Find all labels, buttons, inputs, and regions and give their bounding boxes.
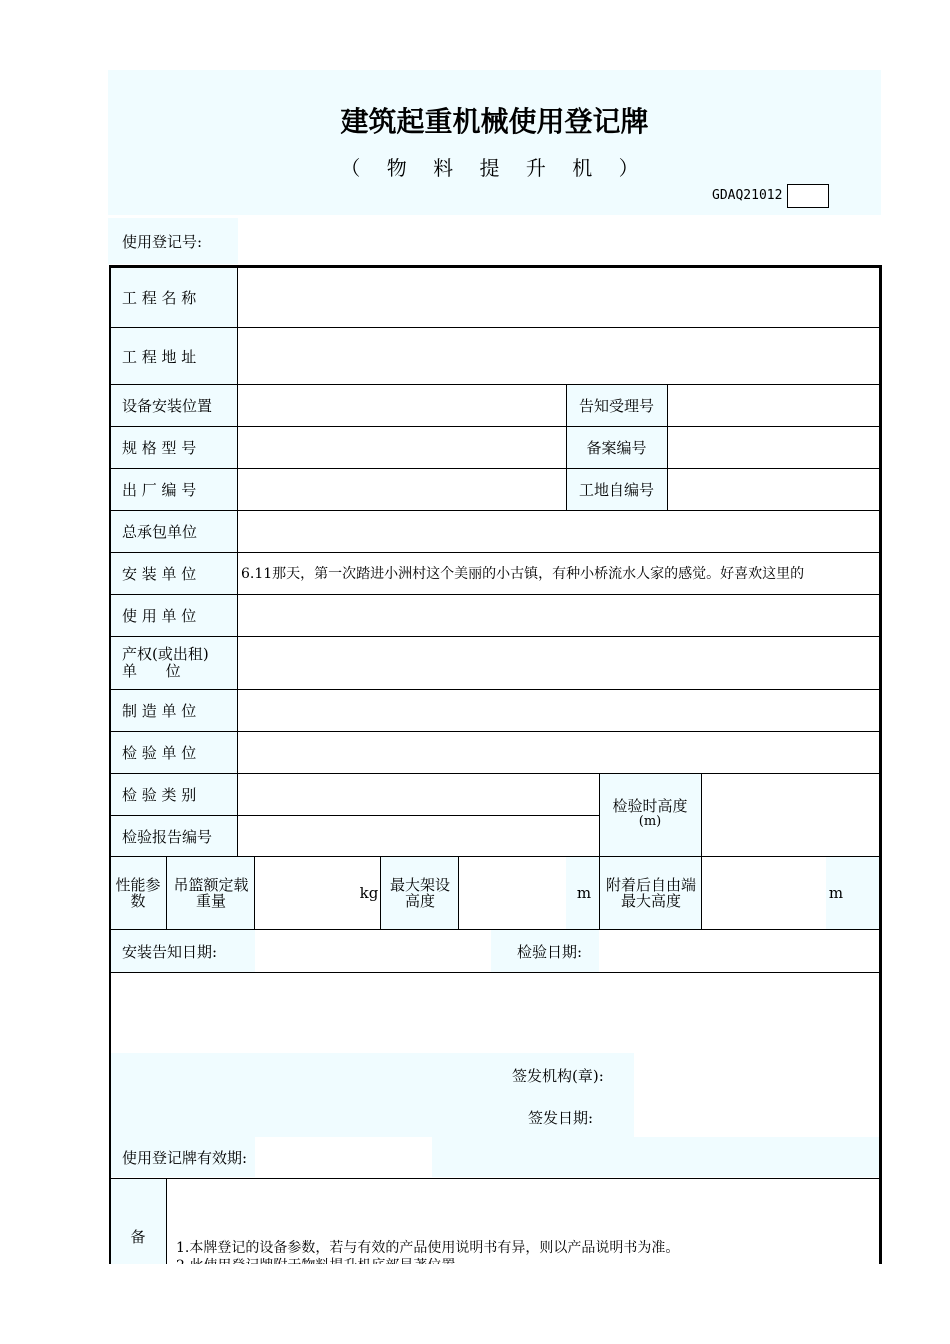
page-title: 建筑起重机械使用登记牌 [340, 105, 649, 138]
owner-unit-line1: 产权(或出租) [122, 645, 209, 663]
grid-line [110, 731, 880, 732]
form-code-box[interactable] [787, 184, 829, 208]
owner-unit-line2: 单 位 [122, 662, 181, 680]
table-outer-left [109, 265, 111, 1264]
grid-line [458, 856, 459, 929]
grid-line [110, 327, 880, 328]
page-cut [100, 1264, 900, 1344]
label-model: 规 格 型 号 [122, 439, 197, 457]
label-max-height: 最大架设高度 [390, 876, 451, 910]
grid-line [110, 1178, 880, 1179]
grid-line [701, 773, 702, 929]
grid-line [110, 468, 880, 469]
grid-line [110, 636, 880, 637]
grid-line [667, 384, 668, 510]
inspect-height-text: 检验时高度 [612, 797, 688, 815]
label-issue-org: 签发机构(章): [512, 1066, 604, 1085]
label-owner-unit [122, 646, 238, 682]
grid-line [110, 773, 880, 774]
grid-line [110, 552, 880, 553]
grid-line [110, 929, 880, 930]
grid-line [110, 510, 880, 511]
grid-line [566, 384, 567, 510]
label-user-unit: 使 用 单 位 [122, 607, 197, 625]
label-project-address: 工 程 地 址 [122, 347, 197, 366]
installer-value[interactable]: 6.11那天，第一次踏进小洲村这个美丽的小古镇，有种小桥流水人家的感觉。好喜欢这里的 [241, 566, 805, 582]
grid-line [110, 689, 880, 690]
grid-line [237, 267, 238, 857]
table-outer-right [879, 265, 882, 1264]
grid-line [599, 773, 600, 929]
grid-line [110, 594, 880, 595]
label-record-no: 备案编号 [586, 438, 647, 457]
grid-line [110, 972, 880, 973]
label-inspect-type: 检 验 类 别 [122, 786, 197, 804]
rated-load-unit: kg [359, 884, 379, 902]
grid-line [110, 815, 600, 816]
grid-line [380, 856, 381, 929]
label-inspect-height [599, 798, 701, 834]
inspect-height-unit: (m) [638, 814, 662, 829]
grid-line [166, 1178, 167, 1264]
label-manufacturer: 制 造 单 位 [122, 702, 197, 720]
label-params: 性能参数 [115, 876, 161, 910]
label-notice-no: 告知受理号 [578, 396, 654, 415]
label-report-no: 检验报告编号 [122, 827, 213, 846]
label-validity: 使用登记牌有效期: [122, 1148, 248, 1167]
max-height-unit: m [576, 884, 592, 902]
label-general-contractor: 总承包单位 [122, 523, 198, 541]
page-subtitle: （ 物 料 提 升 机 ） [340, 156, 649, 180]
label-inspect-date: 检验日期: [517, 942, 583, 961]
label-factory-no: 出 厂 编 号 [122, 481, 197, 499]
grid-line [110, 384, 880, 385]
label-inspector: 检 验 单 位 [122, 744, 197, 762]
grid-line [110, 426, 880, 427]
table-outer-top [109, 265, 882, 268]
label-site-no: 工地自编号 [578, 480, 654, 499]
form-code: GDAQ21012 [712, 188, 783, 203]
free-height-unit: m [828, 884, 844, 902]
grid-line [110, 856, 880, 857]
label-rated-load: 吊篮额定载重量 [173, 876, 249, 910]
label-notice-date: 安装告知日期: [122, 942, 218, 961]
label-install-location: 设备安装位置 [122, 397, 213, 415]
label-installer: 安 装 单 位 [122, 565, 197, 583]
grid-line [166, 856, 167, 929]
validity-value-bg [255, 1137, 432, 1177]
label-free-height: 附着后自由端最大高度 [606, 876, 697, 910]
remark-line-2 [176, 1255, 876, 1264]
label-remarks: 备 [130, 1228, 146, 1246]
label-issue-date: 签发日期: [528, 1108, 594, 1127]
label-project-name: 工 程 名 称 [122, 288, 197, 307]
reg-no-label: 使用登记号: [122, 232, 203, 251]
grid-line [254, 856, 255, 929]
remark-line-1: 1.本牌登记的设备参数，若与有效的产品使用说明书有异，则以产品说明书为准。 [176, 1240, 680, 1256]
